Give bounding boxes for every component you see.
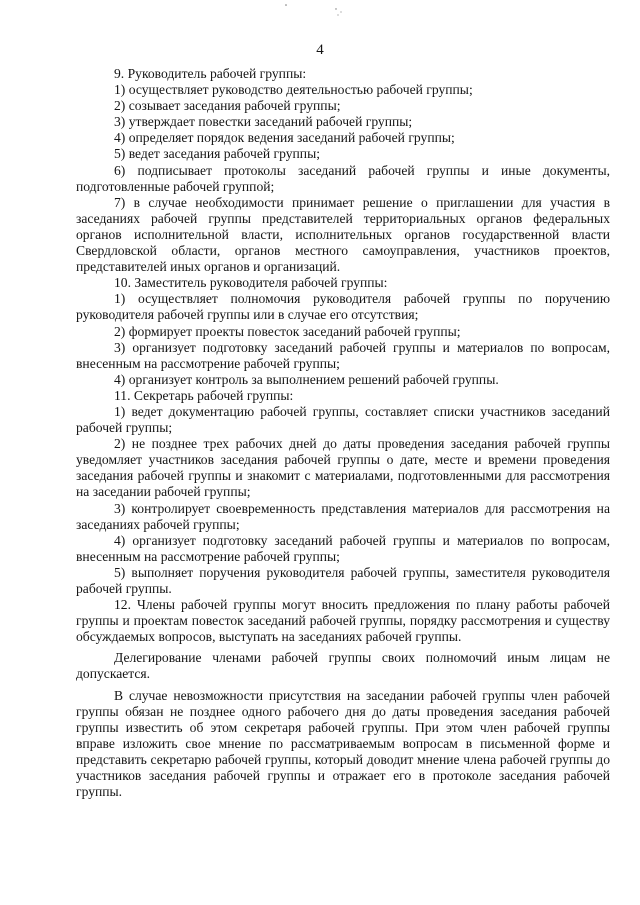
paragraph: 1) осуществляет полномочия руководителя рабочей группы по поручению руководителя рабочей группы или в случае его отсутствия; (76, 291, 610, 323)
scan-speck (335, 8, 336, 9)
paragraph: 3) утверждает повестки заседаний рабочей группы; (114, 114, 413, 130)
paragraph: 5) ведет заседания рабочей группы; (114, 146, 320, 162)
paragraph-12: 12. Члены рабочей группы могут вносить предложения по плану работы рабочей группы и проектам повесток заседаний рабочей группы, порядку рассмотрения и существу обсуждаемых вопросов, выступать на заседаниях рабочей группы. (76, 597, 610, 645)
page-number: 4 (316, 42, 324, 58)
document-body (76, 66, 610, 800)
paragraph: 3) контролирует своевременность представления материалов для рассмотрения на заседаниях рабочей группы; (76, 500, 610, 532)
paragraph: 2) созывает заседания рабочей группы; (114, 98, 341, 114)
paragraph: 1) осуществляет руководство деятельностью рабочей группы; (114, 82, 473, 98)
paragraph: 4) организует подготовку заседаний рабочей группы и материалов по вопросам, внесенным на рассмотрение рабочей группы; (76, 532, 610, 564)
paragraph-9-heading: 9. Руководитель рабочей группы: (114, 66, 307, 81)
paragraph: 2) не позднее трех рабочих дней до даты проведения заседания рабочей группы уведомляет участников заседания рабочей группы о дате, месте и времени проведения заседания рабочей группы и знакомит с материалами, подготовленными для рассмотрения на заседании рабочей группы; (76, 436, 610, 500)
paragraph: 6) подписывает протоколы заседаний рабочей группы и иные документы, подготовленные рабочей группой; (76, 162, 610, 194)
paragraph: 2) формирует проекты повесток заседаний рабочей группы; (114, 323, 461, 339)
paragraph-10-heading: 10. Заместитель руководителя рабочей группы: (114, 275, 388, 291)
paragraph: 1) ведет документацию рабочей группы, составляет списки участников заседаний рабочей группы; (76, 403, 610, 436)
paragraph-11-heading: 11. Секретарь рабочей группы: (114, 387, 294, 403)
scan-speck (337, 14, 338, 15)
paragraph: 4) организует контроль за выполнением решений рабочей группы. (114, 371, 499, 387)
paragraph: Делегирование членами рабочей группы своих полномочий иным лицам не допускается. (76, 650, 610, 682)
scan-speck (340, 11, 341, 12)
paragraph: 7) в случае необходимости принимает решение о приглашении для участия в заседаниях рабочей группы представителей территориальных органов федеральных органов исполнительной власти, исполнительных органов государственной власти Свердловской области, органов местного самоуправления, участников проектов, представителей иных органов и организаций. (76, 194, 610, 275)
paragraph: 5) выполняет поручения руководителя рабочей группы, заместителя руководителя рабочей группы. (76, 564, 610, 596)
paragraph: 4) определяет порядок ведения заседаний рабочей группы; (114, 130, 455, 146)
scan-specks (0, 0, 640, 30)
scan-speck (285, 4, 287, 6)
paragraph: 3) организует подготовку заседаний рабочей группы и материалов по вопросам, внесенным на рассмотрение рабочей группы; (76, 339, 610, 371)
paragraph: В случае невозможности присутствия на заседании рабочей группы член рабочей группы обязан не позднее одного рабочего дня до даты проведения заседания рабочей группы известить об этом секретаря рабочей группы. При этом член рабочей группы вправе изложить свое мнение по рассматриваемым вопросам в письменной форме и представить секретарю рабочей группы, который доводит мнение члена рабочей группы до участников заседания рабочей группы и отражает его в протоколе заседания рабочей группы. (76, 687, 610, 800)
